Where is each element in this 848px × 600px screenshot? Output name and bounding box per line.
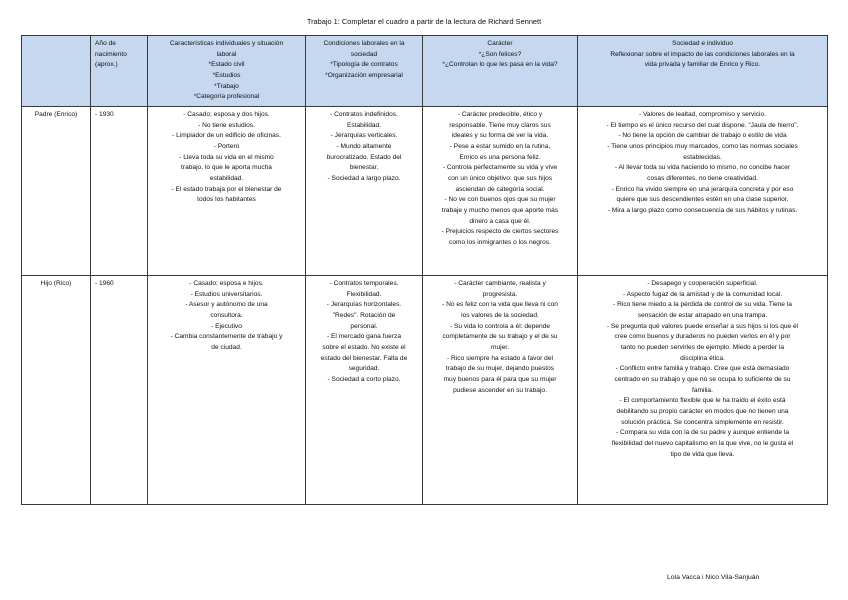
header-condiciones: Condiciones laborales en la sociedad *Tipología de contratos *Organización empresarial	[306, 36, 423, 107]
cell-line: - Su vida lo controla a él: depende	[449, 322, 551, 330]
cell-line: sobre el estado. No existe el	[322, 344, 406, 352]
cell-line: - Casado; esposa e hijos.	[189, 280, 264, 288]
cell-line: ideales y su forma de ver la vida.	[451, 132, 549, 140]
cell-line: sensación de estar atrapado en una trampa.	[637, 312, 768, 320]
cell-line: establecidas.	[683, 153, 722, 161]
cell-line: dinero a casa que él.	[469, 217, 531, 225]
cell-line: - Estudios universitarios.	[190, 290, 263, 298]
cell-line: tipo de vida que lleva.	[670, 450, 735, 458]
cell-line: - Cambia constantemente de trabajo y	[170, 333, 283, 341]
cell-line: consultora.	[210, 312, 243, 320]
cell-line: - Tiene unos principios muy marcados, como las normas sociales	[607, 143, 798, 151]
header-anio: Año de nacimiento (aprox.)	[91, 36, 148, 107]
cell-line: estabilidad.	[209, 175, 244, 183]
cell-line: familia.	[692, 386, 713, 394]
cell-line: responsable. Tiene muy claros sus	[449, 121, 551, 129]
cell-line: - No tiene estudios.	[198, 121, 255, 129]
cell-line: mujer.	[491, 344, 509, 352]
cell-sociedad	[578, 276, 828, 505]
cell-line: - No tiene la opción de cambiar de trabajo o estilo de vida	[618, 132, 787, 140]
comparison-table	[21, 35, 828, 505]
cell-line: - Lleva toda su vida en el mismo	[179, 153, 274, 161]
cell-caracter	[423, 276, 578, 505]
cell-line: - Valores de lealtad, compromiso y servicio.	[638, 111, 767, 119]
cell-line: - Rico tiene miedo a la pérdida de control de su vida. Tiene la	[613, 301, 792, 309]
birth-year: - 1930	[91, 107, 148, 276]
cell-line: disciplina ética.	[680, 354, 725, 362]
cell-line: personal.	[350, 322, 378, 330]
cell-line: cree como buenos y duraderos no pueden verlos en él y por	[614, 333, 791, 341]
cell-line: - Se pregunta qué valores puede enseñar a sus hijos si los que él	[606, 322, 799, 330]
cell-line: - Jerarquías horizontales.	[326, 301, 402, 309]
cell-line: - Carácter predecible, ético y	[457, 111, 543, 119]
cell-line: trabajo de su mujer, dejando puestos	[445, 365, 555, 373]
cell-line: - El tiempo es el único recurso del cual dispone. "Jaula de hierro".	[606, 121, 799, 129]
cell-line: - Compara su vida con la de su padre y aunque entiende la	[615, 429, 789, 437]
cell-line: - Jerarquías verticales.	[330, 132, 398, 140]
cell-line: solución práctica. Se concentra simplemente en resistir.	[621, 418, 784, 426]
cell-line: Enrico es una persona feliz.	[459, 153, 541, 161]
cell-condiciones	[306, 107, 423, 276]
cell-line: - Carácter cambiante, realista y	[454, 280, 546, 288]
header-caracter: Carácter *¿Son felices? *¿Controlan lo que les pasa en la vida?	[423, 36, 578, 107]
row-label: Hijo (Rico)	[22, 276, 91, 505]
header-sociedad: Sociedad e individuo Reflexionar sobre el impacto de las condiciones laborales en la vida privada y familiar de Enrico y Rico.	[578, 36, 828, 107]
cell-line: muy buenos para él para que su mujer	[443, 376, 557, 384]
cell-line: - No ve con buenos ojos que su mujer	[444, 196, 556, 204]
cell-line: estado del bienestar. Falta de	[320, 354, 408, 362]
author-credit: Lola Vacca i Nico Vila-Sanjuán	[667, 574, 760, 581]
cell-line: - Contratos temporales.	[329, 280, 399, 288]
cell-line: - El estado trabaja por el bienestar de	[171, 185, 282, 193]
cell-line: - Contratos indefinidos.	[330, 111, 398, 119]
table-row	[22, 107, 828, 276]
cell-line: - Sociedad a largo plazo.	[327, 175, 401, 183]
cell-line: asciendan de categoría social.	[455, 185, 545, 193]
cell-line: - Desapego y cooperación superficial.	[647, 280, 758, 288]
table-row	[22, 276, 828, 505]
cell-line: bienestar.	[349, 164, 379, 172]
cell-line: - Pese a estar sumido en la rutina,	[449, 143, 551, 151]
cell-line: cosas diferentes, no tiene creatividad.	[647, 175, 758, 183]
cell-line: quiere que sus descendientes estén en una clase superior.	[616, 196, 789, 204]
cell-line: - No es feliz con la vida que lleva ni con	[442, 301, 558, 309]
document-title: Trabajo 1: Completar el cuadro a partir de la lectura de Richard Sennett	[306, 17, 542, 26]
header-caracteristicas: Características individuales y situación laboral *Estado civil *Estudios *Trabajo *Categoría profesional	[148, 36, 306, 107]
cell-line: - Aspecto fugaz de la amistad y de la comunidad local.	[622, 290, 783, 298]
table-header-row	[22, 36, 828, 107]
cell-line: los valores de la sociedad.	[461, 312, 539, 320]
cell-line: - Sociedad a corto plazo.	[327, 376, 401, 384]
cell-line: flexibilidad del nuevo capitalismo en la que vive, no le gusta el	[611, 440, 794, 448]
cell-line: centrado en su trabajo y que no se ocupa lo suficiente de su	[614, 376, 791, 384]
cell-line: todos los habitantes	[197, 196, 256, 204]
cell-line: - Asesor y autónomo de una	[185, 301, 268, 309]
cell-line: - Enrico ha vivido siempre en una jerarquía concreta y por eso	[611, 185, 794, 193]
cell-line: - Limpiador de un edificio de oficinas.	[172, 132, 281, 140]
cell-line: "Redes". Rotación de	[332, 312, 396, 320]
cell-line: trabaje y mucho menos que aporte más	[441, 207, 559, 215]
cell-line: - Controla perfectamente su vida y vive	[442, 164, 558, 172]
birth-year: - 1960	[91, 276, 148, 505]
cell-line: - Portero	[213, 143, 240, 151]
cell-sociedad	[578, 107, 828, 276]
cell-line: - El comportamiento flexible que le ha traído el éxito está	[619, 397, 786, 405]
cell-line: - Mira a largo plazo como consecuencia de sus hábitos y rutinas.	[607, 207, 798, 215]
cell-caracteristicas	[148, 276, 306, 505]
cell-caracteristicas	[148, 107, 306, 276]
row-label: Padre (Enrico)	[22, 107, 91, 276]
cell-line: seguridad.	[348, 365, 380, 373]
header-blank	[22, 36, 91, 107]
cell-line: - Prejuicios respecto de ciertos sectores	[441, 228, 559, 236]
cell-caracter	[423, 107, 578, 276]
cell-line: pudiese ascender en su trabajo.	[453, 386, 547, 394]
cell-line: con un único objetivo: que sus hijos	[447, 175, 553, 183]
cell-line: trabajo, lo que le aporta mucha	[181, 164, 272, 172]
cell-line: - Mundo altamente	[336, 143, 392, 151]
cell-line: - Ejecutivo	[211, 322, 242, 330]
cell-line: de ciudad.	[211, 344, 242, 352]
cell-line: tanto no pueden servirles de ejemplo. Miedo a perder la	[620, 344, 785, 352]
cell-line: Flexibilidad.	[346, 290, 382, 298]
cell-line: progresista.	[482, 290, 518, 298]
cell-condiciones	[306, 276, 423, 505]
cell-line: completamente de su trabajo y el de su	[442, 333, 558, 341]
cell-line: - Casado; esposa y dos hijos.	[183, 111, 270, 119]
cell-line: - Al llevar toda su vida haciendo lo mismo, no concibe hacer	[614, 164, 791, 172]
cell-line: - Conflicto entre familia y trabajo. Cree que está demasiado	[615, 365, 790, 373]
cell-line: - El mercado gana fuerza	[326, 333, 402, 341]
cell-line: debilitando su propio carácter en modos que no tienen una	[616, 408, 789, 416]
cell-line: - Rico siempre ha estado a favor del	[447, 354, 553, 362]
cell-line: Estabilidad.	[346, 121, 382, 129]
cell-line: burocratizado. Estado del	[326, 153, 402, 161]
cell-line: como los inmigrantes o los negros.	[449, 239, 551, 247]
